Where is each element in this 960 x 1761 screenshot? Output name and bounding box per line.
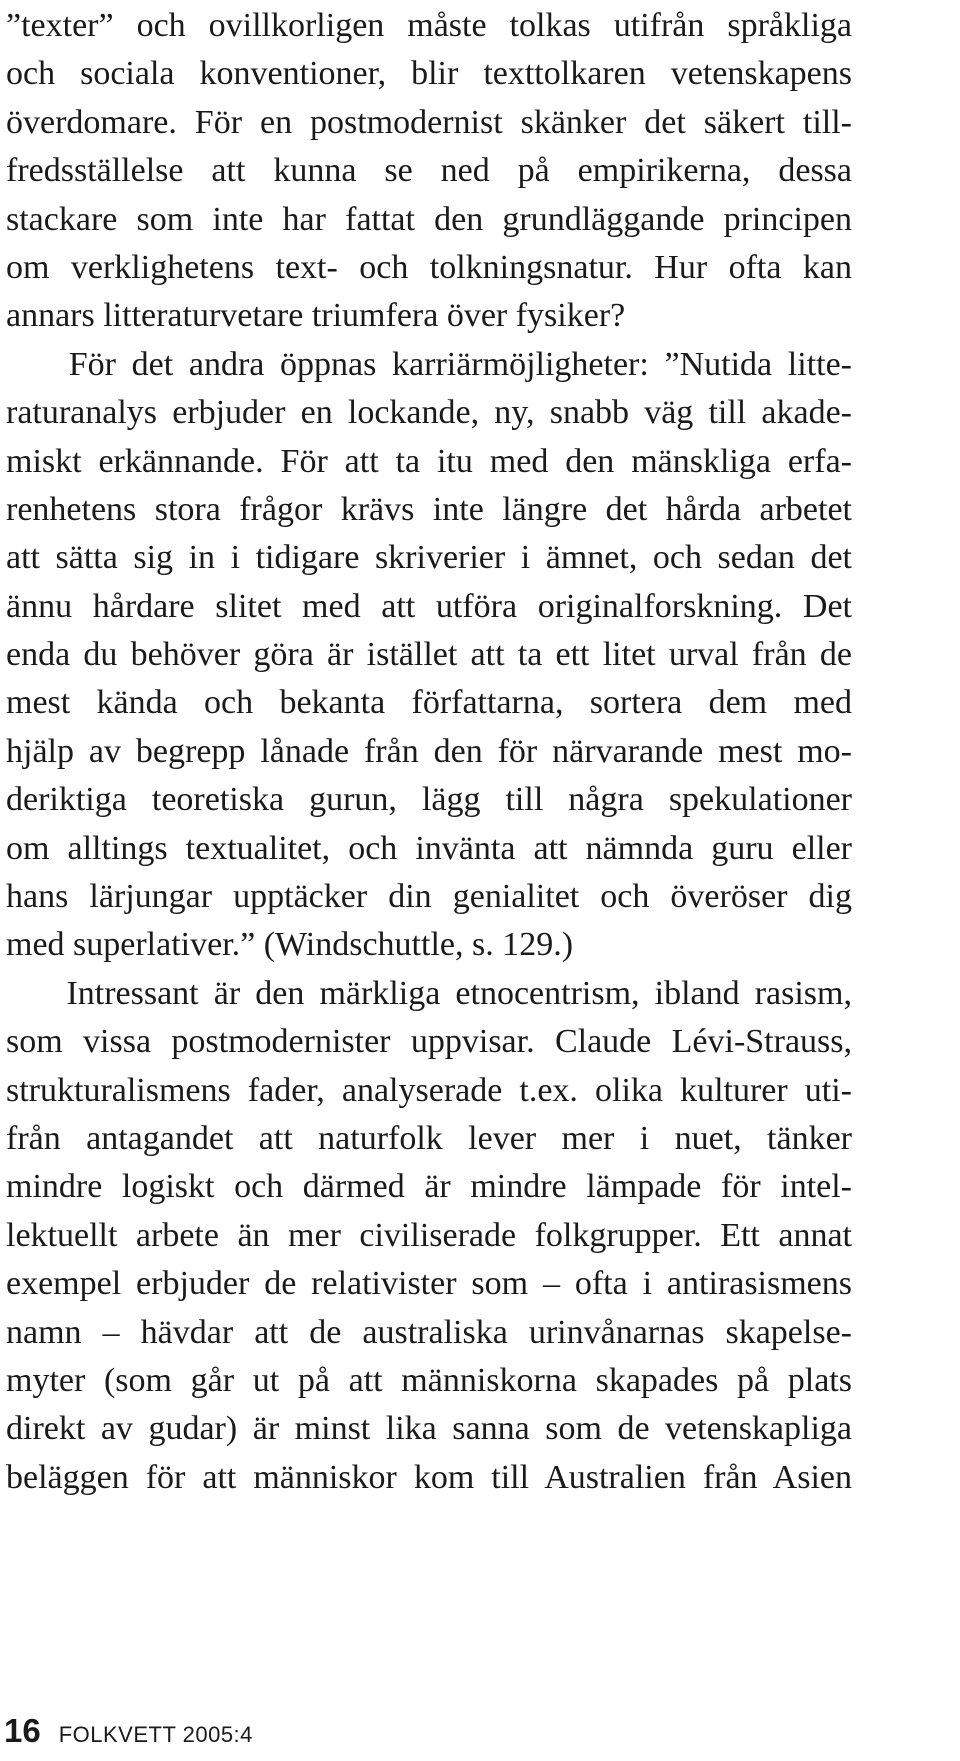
text-line: ”texter” och ovillkorligen måste tolkas utifrån språkliga <box>6 7 852 44</box>
text-line: raturanalys erbjuder en lockande, ny, snabb väg till akade- <box>6 394 852 432</box>
text-line: ännu hårdare slitet med att utföra originalforskning. Det <box>6 587 852 625</box>
text-line: strukturalismens fader, analyserade t.ex. olika kulturer uti- <box>6 1071 852 1109</box>
text-line: namn – hävdar att de australiska urinvånarnas skapelse- <box>6 1313 852 1351</box>
text-line: om alltings textualitet, och invänta att nämnda guru eller <box>6 829 852 867</box>
text-line: stackare som inte har fattat den grundläggande principen <box>6 200 852 238</box>
text-line: För det andra öppnas karriärmöjligheter: ”Nutida litte- <box>6 345 852 383</box>
text-line: exempel erbjuder de relativister som – ofta i antirasismens <box>6 1265 852 1303</box>
text-line: renhetens stora frågor krävs inte längre det hårda arbetet <box>6 490 852 528</box>
text-line: om verklighetens text- och tolkningsnatur. Hur ofta kan <box>6 248 852 286</box>
page-number: 16 <box>4 1712 41 1749</box>
text-line: enda du behöver göra är istället att ta ett litet urval från de <box>6 636 852 674</box>
journal-issue-label: FOLKVETT 2005:4 <box>58 1722 253 1747</box>
text-line: mest kända och bekanta författarna, sortera dem med <box>6 684 852 722</box>
text-line: myter (som går ut på att människorna skapades på plats <box>6 1361 852 1399</box>
text-line: att sätta sig in i tidigare skriverier i ämnet, och sedan det <box>6 539 852 577</box>
page-footer <box>4 1712 253 1752</box>
text-line: fredsställelse att kunna se ned på empirikerna, dessa <box>6 152 852 190</box>
text-line: annars litteraturvetare triumfera över fysiker? <box>6 297 626 335</box>
text-line: som vissa postmodernister uppvisar. Claude Lévi-Strauss, <box>6 1023 852 1061</box>
text-line: överdomare. För en postmodernist skänker det säkert till- <box>6 103 852 141</box>
text-line: med superlativer.” (Windschuttle, s. 129.) <box>6 926 574 964</box>
text-line: och sociala konventioner, blir texttolkaren vetenskapens <box>6 55 852 93</box>
text-line: mindre logiskt och därmed är mindre lämpade för intel- <box>6 1168 852 1206</box>
text-line: deriktiga teoretiska gurun, lägg till några spekulationer <box>6 781 852 819</box>
text-line: beläggen för att människor kom till Australien från Asien <box>6 1458 852 1496</box>
text-line: från antagandet att naturfolk lever mer i nuet, tänker <box>6 1119 852 1157</box>
text-line: miskt erkännande. För att ta itu med den mänskliga erfa- <box>6 442 852 480</box>
text-line: hjälp av begrepp lånade från den för närvarande mest mo- <box>6 732 852 770</box>
article-body-text <box>6 2 852 1502</box>
text-line: lektuellt arbete än mer civiliserade folkgrupper. Ett annat <box>6 1216 852 1254</box>
text-line: hans lärjungar upptäcker din genialitet och överöser dig <box>6 878 852 916</box>
text-line: Intressant är den märkliga etnocentrism, ibland rasism, <box>6 974 852 1012</box>
text-line: direkt av gudar) är minst lika sanna som de vetenskapliga <box>6 1410 852 1448</box>
